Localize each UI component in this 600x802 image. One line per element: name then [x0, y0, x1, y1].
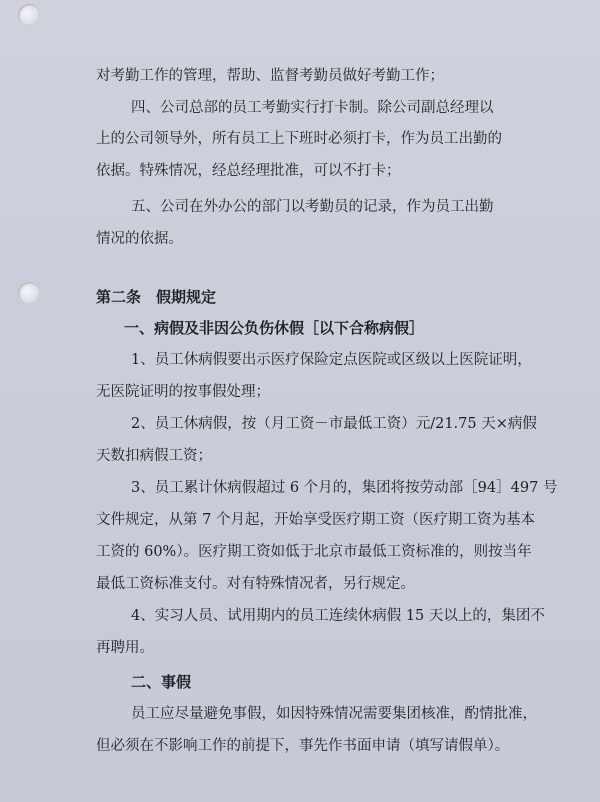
paragraph-line: 文件规定，从第 7 个月起，开始享受医疗期工资（医疗期工资为基本	[96, 512, 535, 528]
paragraph-line: 四、公司总部的员工考勤实行打卡制。除公司副总经理以	[131, 100, 494, 116]
article-heading: 第二条 假期规定	[96, 288, 217, 306]
paragraph-line: 但必须在不影响工作的前提下，事先作书面申请（填写请假单）。	[96, 738, 510, 754]
paragraph-line: 1、员工休病假要出示医疗保险定点医院或区级以上医院证明，	[131, 352, 532, 368]
paragraph-line: 上的公司领导外，所有员工上下班时必须打卡，作为员工出勤的	[96, 131, 502, 147]
paragraph-line: 对考勤工作的管理，帮助、监督考勤员做好考勤工作；	[96, 68, 444, 84]
paragraph-line: 五、公司在外办公的部门以考勤员的记录，作为员工出勤	[131, 199, 494, 215]
punch-hole-top	[18, 4, 40, 26]
paragraph-line: 最低工资标准支付。对有特殊情况者，另行规定。	[96, 576, 415, 592]
paragraph-line: 无医院证明的按事假处理；	[96, 384, 270, 400]
paragraph-line: 情况的依据。	[96, 231, 183, 247]
paragraph-line: 天数扣病假工资；	[96, 448, 212, 464]
paragraph-line: 工资的 60%）。医疗期工资如低于北京市最低工资标准的，则按当年	[96, 544, 532, 560]
section-heading-sick-leave: 一、病假及非因公负伤休假［以下合称病假］	[124, 319, 425, 337]
paragraph-line: 再聘用。	[96, 640, 154, 656]
paragraph-line: 依据。特殊情况，经总经理批准，可以不打卡；	[96, 163, 401, 179]
paragraph-line: 员工应尽量避免事假，如因特殊情况需要集团核准，酌情批准，	[131, 706, 537, 722]
paragraph-line: 2、员工休病假，按（月工资－市最低工资）元/21.75 天×病假	[131, 416, 537, 432]
paragraph-line: 4、实习人员、试用期内的员工连续休病假 15 天以上的，集团不	[131, 608, 545, 624]
punch-hole-middle	[18, 282, 40, 304]
paragraph-line: 3、员工累计休病假超过 6 个月的，集团将按劳动部［94］497 号	[131, 480, 558, 496]
section-heading-personal-leave: 二、事假	[131, 673, 192, 691]
